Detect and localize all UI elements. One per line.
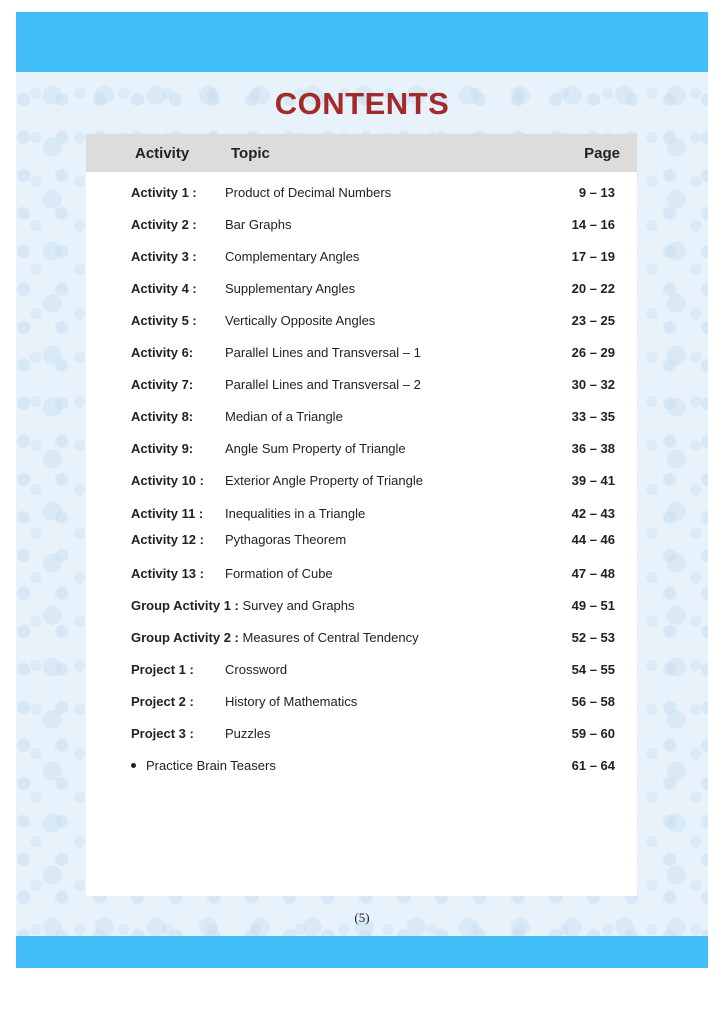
entry-pages: 54 – 55 [571, 662, 615, 677]
page-number: (5) [354, 910, 370, 925]
header-activity: Activity [135, 145, 190, 162]
entry-pages: 30 – 32 [571, 377, 615, 392]
entry-pages: 39 – 41 [571, 473, 615, 488]
entry-label: Project 2 : [131, 694, 194, 709]
entry-pages: 26 – 29 [571, 345, 615, 360]
entry-topic: Complementary Angles [225, 249, 360, 264]
table-row [86, 532, 637, 552]
header-page: Page [584, 145, 620, 162]
table-row [86, 281, 637, 301]
entry-pages: 61 – 64 [571, 758, 615, 773]
table-row [86, 758, 637, 778]
entry-label: Group Activity 2 : Measures of Central Tendency [131, 630, 419, 645]
entry-pages: 36 – 38 [571, 441, 615, 456]
table-row [86, 345, 637, 365]
header-topic: Topic [231, 145, 270, 162]
entry-label: Activity 1 : [131, 185, 197, 200]
top-color-band [16, 12, 708, 72]
table-row [86, 473, 637, 493]
entry-label: Activity 5 : [131, 313, 197, 328]
entry-topic: Puzzles [225, 726, 271, 741]
practice-text: Practice Brain Teasers [146, 758, 276, 773]
table-row [86, 662, 637, 682]
entry-label: Activity 4 : [131, 281, 197, 296]
entry-topic: Crossword [225, 662, 288, 677]
table-row [86, 566, 637, 586]
entry-pages: 47 – 48 [571, 566, 615, 581]
table-row [86, 441, 637, 461]
entry-topic: Supplementary Angles [225, 281, 356, 296]
bullet-icon [131, 763, 136, 768]
bottom-color-band [16, 936, 708, 968]
entry-pages: 44 – 46 [571, 532, 615, 547]
entry-label: Group Activity 1 : Survey and Graphs [131, 598, 355, 613]
table-row [86, 313, 637, 333]
entry-topic: Measures of Central Tendency [242, 630, 419, 645]
table-row [86, 630, 637, 650]
entry-topic: Survey and Graphs [242, 598, 355, 613]
entry-label: Activity 13 : [131, 566, 204, 581]
entry-label: Activity 6: [131, 345, 194, 360]
entry-topic: Vertically Opposite Angles [225, 313, 376, 328]
entry-pages: 17 – 19 [571, 249, 615, 264]
entry-topic: Formation of Cube [225, 566, 333, 581]
entry-label: Activity 2 : [131, 217, 197, 232]
entry-label: Project 3 : [131, 726, 194, 741]
entry-pages: 42 – 43 [571, 506, 615, 521]
entry-pages: 49 – 51 [571, 598, 615, 613]
entry-label: Activity 11 : [131, 506, 204, 521]
entry-pages: 23 – 25 [571, 313, 615, 328]
entry-pages: 56 – 58 [571, 694, 615, 709]
entry-pages: 59 – 60 [571, 726, 615, 741]
entry-label: Activity 12 : [131, 532, 204, 547]
entry-pages: 52 – 53 [571, 630, 615, 645]
table-row [86, 409, 637, 429]
table-row [86, 217, 637, 237]
entry-topic: Inequalities in a Triangle [225, 506, 366, 521]
contents-table [86, 134, 637, 896]
table-header [86, 134, 637, 172]
entry-topic: Parallel Lines and Transversal – 2 [225, 377, 421, 392]
entry-topic: Pythagoras Theorem [225, 532, 347, 547]
entry-label: Activity 8: [131, 409, 194, 424]
entry-label: Activity 10 : [131, 473, 204, 488]
table-row [86, 598, 637, 618]
entry-topic: Median of a Triangle [225, 409, 343, 424]
entry-topic: Angle Sum Property of Triangle [225, 441, 406, 456]
entry-pages: 14 – 16 [571, 217, 615, 232]
table-row [86, 726, 637, 746]
entry-label: Project 1 : [131, 662, 194, 677]
entry-topic: Exterior Angle Property of Triangle [225, 473, 423, 488]
entry-topic: Parallel Lines and Transversal – 1 [225, 345, 421, 360]
table-row [86, 249, 637, 269]
table-row [86, 506, 637, 526]
entry-topic: Product of Decimal Numbers [225, 185, 392, 200]
entry-label: Activity 7: [131, 377, 194, 392]
entry-pages: 9 – 13 [578, 185, 615, 200]
entry-topic: Bar Graphs [225, 217, 292, 232]
table-row [86, 694, 637, 714]
entry-pages: 20 – 22 [571, 281, 615, 296]
entry-label: Activity 9: [131, 441, 194, 456]
table-row [86, 185, 637, 205]
page-title: CONTENTS [274, 86, 450, 121]
table-row [86, 377, 637, 397]
entry-topic: History of Mathematics [225, 694, 358, 709]
entry-label: Activity 3 : [131, 249, 197, 264]
entry-pages: 33 – 35 [571, 409, 615, 424]
